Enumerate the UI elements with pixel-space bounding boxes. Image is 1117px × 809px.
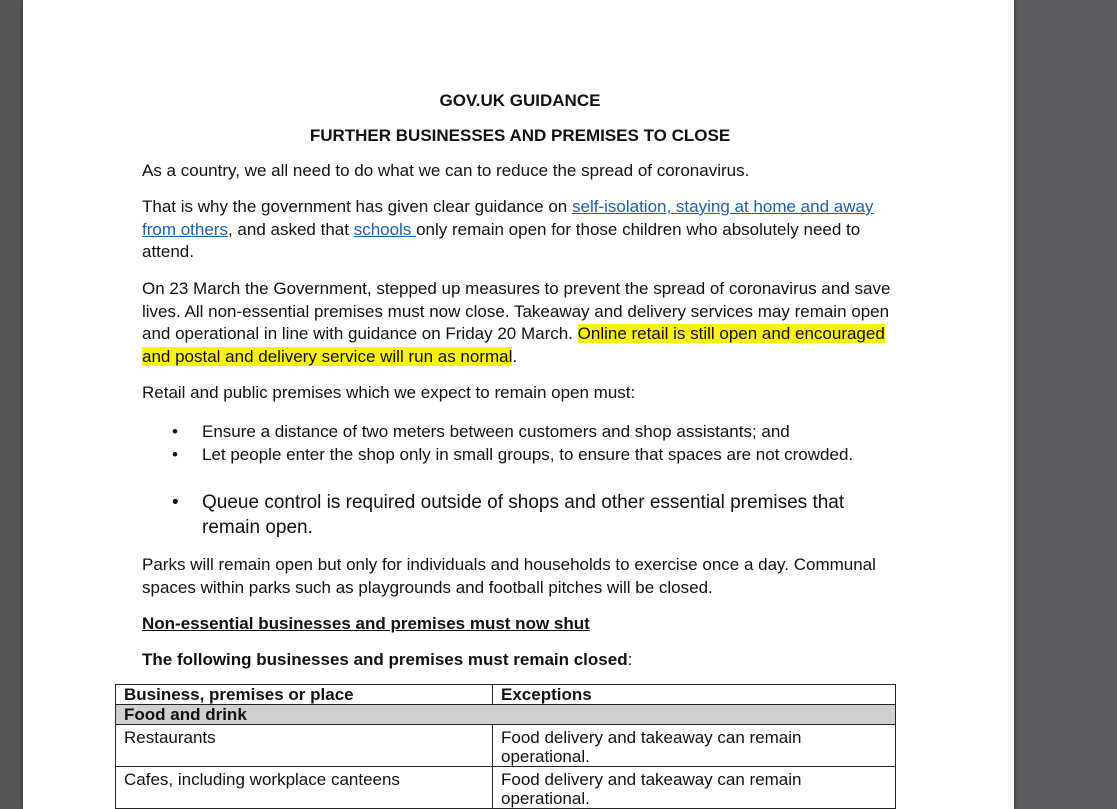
- paragraph-guidance: [142, 196, 902, 264]
- schools-link[interactable]: schools: [353, 219, 417, 239]
- table-row: [116, 725, 896, 767]
- paragraph-text: only remain open for those children who absolutely need to attend.: [142, 219, 861, 261]
- highlighted-text: Online retail is still open and encouraged and postal and delivery service will run as normal: [142, 324, 885, 366]
- paragraph-measures: [142, 278, 902, 368]
- viewer-left-margin: [0, 0, 23, 809]
- table-header-cell: Business, premises or place: [116, 685, 493, 705]
- table-category-row: [116, 705, 896, 725]
- paragraph-text: , and asked that: [227, 219, 354, 239]
- document-page: [23, 0, 1014, 809]
- bullet-marker: •: [172, 492, 179, 513]
- table-header-row: [116, 685, 896, 705]
- bullet-text: Queue control is required outside of shops and other essential premises that remain open.: [202, 492, 845, 538]
- self-isolation-link[interactable]: self-isolation, staying at home and away from others: [142, 197, 874, 239]
- table-intro-heading: [142, 649, 632, 671]
- closures-table: [115, 684, 896, 809]
- paragraph-retail: Retail and public premises which we expect to remain open must:: [142, 383, 636, 402]
- table-header-cell: Exceptions: [493, 685, 896, 705]
- table-category-cell: Food and drink: [116, 705, 896, 725]
- heading-text: The following businesses and premises must remain closed: [142, 650, 628, 669]
- bullet-marker: •: [172, 422, 178, 441]
- bullet-marker: •: [172, 445, 178, 464]
- bullet-text: Ensure a distance of two meters between customers and shop assistants; and: [202, 422, 790, 441]
- bullet-text: Let people enter the shop only in small groups, to ensure that spaces are not crowded.: [202, 445, 854, 464]
- paragraph-intro: As a country, we all need to do what we can to reduce the spread of coronavirus.: [142, 161, 750, 180]
- table-row: [116, 767, 896, 809]
- paragraph-text: On 23 March the Government, stepped up measures to prevent the spread of coronavirus and save lives. All non-essential premises must now close. Takeaway and delivery services may remain open and operational in line with guidance on Friday 20 March.: [142, 279, 891, 343]
- paragraph-text: .: [512, 346, 518, 366]
- table-cell: Food delivery and takeaway can remain operational.: [493, 725, 896, 767]
- section-heading: Non-essential businesses and premises must now shut: [142, 614, 590, 633]
- doc-subtitle: FURTHER BUSINESSES AND PREMISES TO CLOSE: [309, 126, 731, 145]
- paragraph-text: That is why the government has given clear guidance on: [142, 197, 572, 216]
- heading-colon: :: [627, 650, 633, 669]
- table-cell: Food delivery and takeaway can remain operational.: [493, 767, 896, 809]
- paragraph-parks: Parks will remain open but only for individuals and households to exercise once a day. Communal spaces within parks such as playgrounds and football pitches will be closed.: [142, 555, 876, 597]
- table-cell: Cafes, including workplace canteens: [116, 767, 493, 809]
- viewer-right-margin: [1014, 0, 1117, 809]
- table-cell: Restaurants: [116, 725, 493, 767]
- doc-title: GOV.UK GUIDANCE: [439, 91, 601, 110]
